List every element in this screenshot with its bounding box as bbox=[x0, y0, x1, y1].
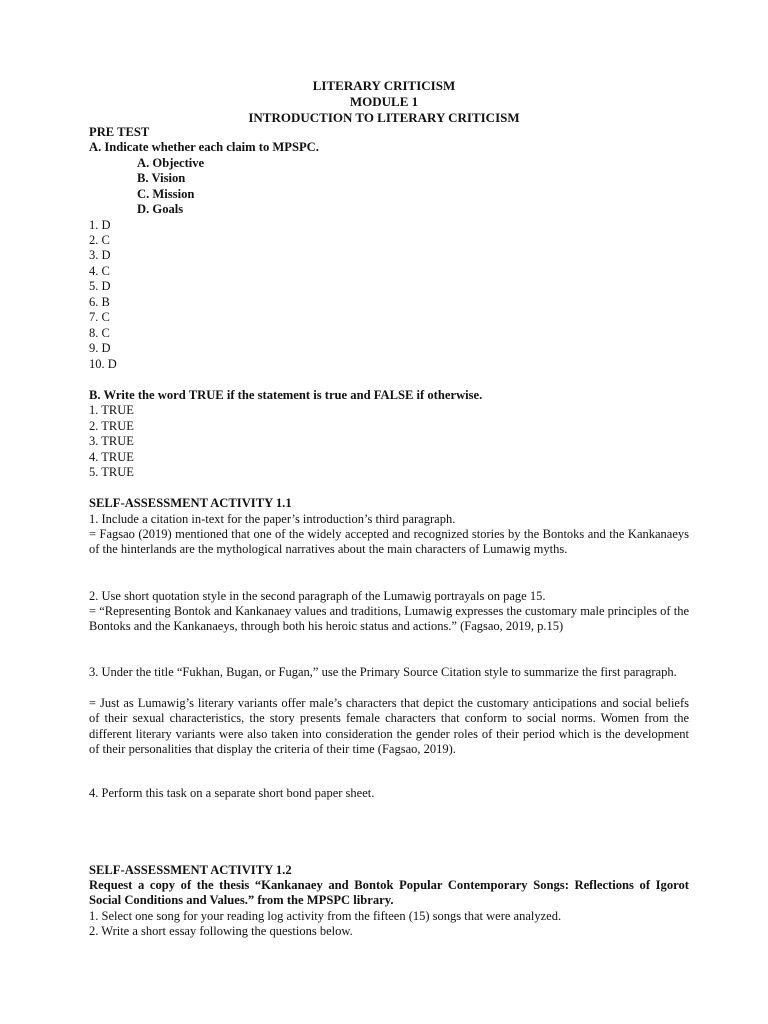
activity-1-1-question-2: 2. Use short quotation style in the second paragraph of the Lumawig portrayals on page 15. bbox=[89, 589, 546, 603]
choice-item: C. Mission bbox=[137, 187, 195, 201]
answer-item: 5. D bbox=[89, 279, 111, 293]
part-a-instruction: A. Indicate whether each claim to MPSPC. bbox=[89, 140, 319, 154]
answer-item: 1. D bbox=[89, 218, 111, 232]
activity-1-1-answer-1: = Fagsao (2019) mentioned that one of the widely accepted and recognized stories by the Bontoks and the Kankanaeys of the hinterlands are the mythological narratives about the main characters of Lumawig myths. bbox=[89, 527, 689, 557]
module-label: MODULE 1 bbox=[349, 94, 419, 109]
answer-item: 3. D bbox=[89, 248, 111, 262]
choice-item: D. Goals bbox=[137, 202, 184, 216]
answer-item: 3. TRUE bbox=[89, 434, 134, 448]
choice-item: B. Vision bbox=[137, 171, 186, 185]
choice-item: A. Objective bbox=[137, 156, 205, 170]
answer-item: 6. B bbox=[89, 295, 110, 309]
part-b-instruction: B. Write the word TRUE if the statement is true and FALSE if otherwise. bbox=[89, 388, 483, 402]
activity-1-1-answer-3: = Just as Lumawig’s literary variants offer male’s characters that depict the customary anticipations and social beliefs of their sexual characteristics, the story presents female characters that conform to social norms. Women from the different literary variants were also taken into consideration the gender roles of their period which is the development of their personalities that display the criteria of their time (Fagsao, 2019). bbox=[89, 696, 689, 757]
activity-1-2-heading: SELF-ASSESSMENT ACTIVITY 1.2 bbox=[89, 863, 292, 877]
answer-item: 4. C bbox=[89, 264, 110, 278]
activity-1-1-answer-2: = “Representing Bontok and Kankanaey values and traditions, Lumawig expresses the customary male principles of the Bontoks and the Kankanaeys, through both his heroic status and actions.” (Fagsao, 2019, p.15) bbox=[89, 604, 689, 634]
activity-1-1-question-1: 1. Include a citation in-text for the paper’s introduction’s third paragraph. bbox=[89, 512, 456, 526]
answer-item: 2. C bbox=[89, 233, 110, 247]
answer-item: 9. D bbox=[89, 341, 111, 355]
answer-item: 2. TRUE bbox=[89, 419, 134, 433]
activity-1-1-question-3: 3. Under the title “Fukhan, Bugan, or Fugan,” use the Primary Source Citation style to summarize the first paragraph. bbox=[89, 665, 677, 679]
answer-item: 10. D bbox=[89, 357, 117, 371]
document-subtitle: INTRODUCTION TO LITERARY CRITICISM bbox=[248, 110, 520, 125]
answer-item: 8. C bbox=[89, 326, 110, 340]
answer-item: 5. TRUE bbox=[89, 465, 134, 479]
pretest-heading: PRE TEST bbox=[89, 125, 150, 139]
activity-1-2-request: Request a copy of the thesis “Kankanaey and Bontok Popular Contemporary Songs: Reflections of Igorot Social Conditions and Values.” from the MPSPC library. bbox=[89, 878, 689, 908]
answer-item: 7. C bbox=[89, 310, 110, 324]
activity-1-1-question-4: 4. Perform this task on a separate short bond paper sheet. bbox=[89, 786, 375, 800]
activity-1-2-item-1: 1. Select one song for your reading log activity from the fifteen (15) songs that were analyzed. bbox=[89, 909, 562, 923]
activity-1-1-heading: SELF-ASSESSMENT ACTIVITY 1.1 bbox=[89, 496, 292, 510]
answer-item: 1. TRUE bbox=[89, 403, 134, 417]
activity-1-2-item-2: 2. Write a short essay following the questions below. bbox=[89, 924, 353, 938]
document-title: LITERARY CRITICISM bbox=[312, 78, 456, 93]
answer-item: 4. TRUE bbox=[89, 450, 134, 464]
